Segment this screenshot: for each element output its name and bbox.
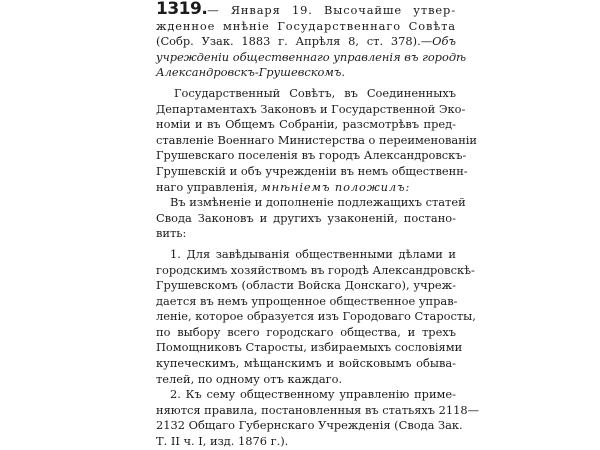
para4-line-3: 2132 Общаго Губернскаго Учрежденія (Свода Зак. (156, 418, 463, 433)
para3-line-3: Грушевскомъ (области Войска Донскаго), учреж- (156, 278, 456, 293)
article-header-line-3 (156, 34, 456, 50)
document-page (156, 0, 480, 450)
article-header-italic-tail: Объ (432, 34, 456, 49)
para3-line-6: по выбору всего городскаго общества, и трехъ (156, 324, 456, 339)
para4-line-1: 2. Къ сему общественному управленію приме- (170, 387, 456, 402)
article-header-line-2: жденное мнѣніе Государственнаго Совѣта (156, 18, 456, 33)
para3-line-9: телей, по одному отъ каждаго. (156, 371, 343, 386)
para1-line-2: Департаментахъ Законовъ и Государственной Эко- (156, 101, 466, 116)
para1-line-5: Грушевскаго поселенія въ городъ Александровскъ- (156, 148, 467, 163)
para1-line-1: Государственный Совѣтъ, въ Соединенныхъ (174, 85, 456, 100)
para1-line-6: Грушевскій и объ учрежденіи въ немъ общественн- (156, 163, 468, 178)
para4-line-4: Т. II ч. I, изд. 1876 г.). (156, 434, 289, 449)
para3-line-8: купеческимъ, мѣщанскимъ и войсковымъ обыва- (156, 356, 456, 371)
article-number: 1319. (156, 0, 208, 19)
para3-line-5: леніе, которое образуется изъ Городоваго Старосты, (156, 309, 476, 324)
para2-line-1: Въ измѣненіе и дополненіе подлежащихъ статей (170, 195, 466, 210)
para3-line-4: дается въ немъ упрощенное общественное управ- (156, 293, 458, 308)
para3-line-2: городскимъ хозяйствомъ въ городѣ Александровскѣ- (156, 262, 475, 277)
para1-line-7 (156, 180, 456, 196)
para1-line-4: ставленіе Военнаго Министерства о переименованіи (156, 132, 478, 147)
para1-line-3: номіи и въ Общемъ Собраніи, разсмотрѣвъ пред- (156, 117, 456, 132)
article-header-line-1 (156, 2, 456, 19)
article-header-source: (Собр. Узак. 1883 г. Апрѣля 8, ст. 378).— (156, 34, 433, 49)
para4-line-2: няются правила, постановленныя въ статьяхъ 2118— (156, 402, 480, 417)
article-header-text-1: — Января 19. Высочайше утвер- (207, 3, 456, 17)
article-header-line-5: Александровскъ-Грушевскомъ. (156, 65, 346, 80)
para2-line-3: вить: (156, 226, 187, 241)
para3-line-7: Помощниковъ Старосты, избираемыхъ сословіями (156, 340, 463, 355)
para1-italic-resolution: мнѣніемъ положилъ: (261, 179, 411, 194)
para3-line-1: 1. Для завѣдыванія общественными дѣлами и (170, 246, 456, 261)
para2-line-2: Свода Законовъ и другихъ узаконеній, постано- (156, 210, 456, 225)
para1-line-7-text: наго управленія, (156, 179, 258, 194)
article-header-line-4: учрежденіи общественнаго управленія въ городѣ (156, 49, 467, 64)
